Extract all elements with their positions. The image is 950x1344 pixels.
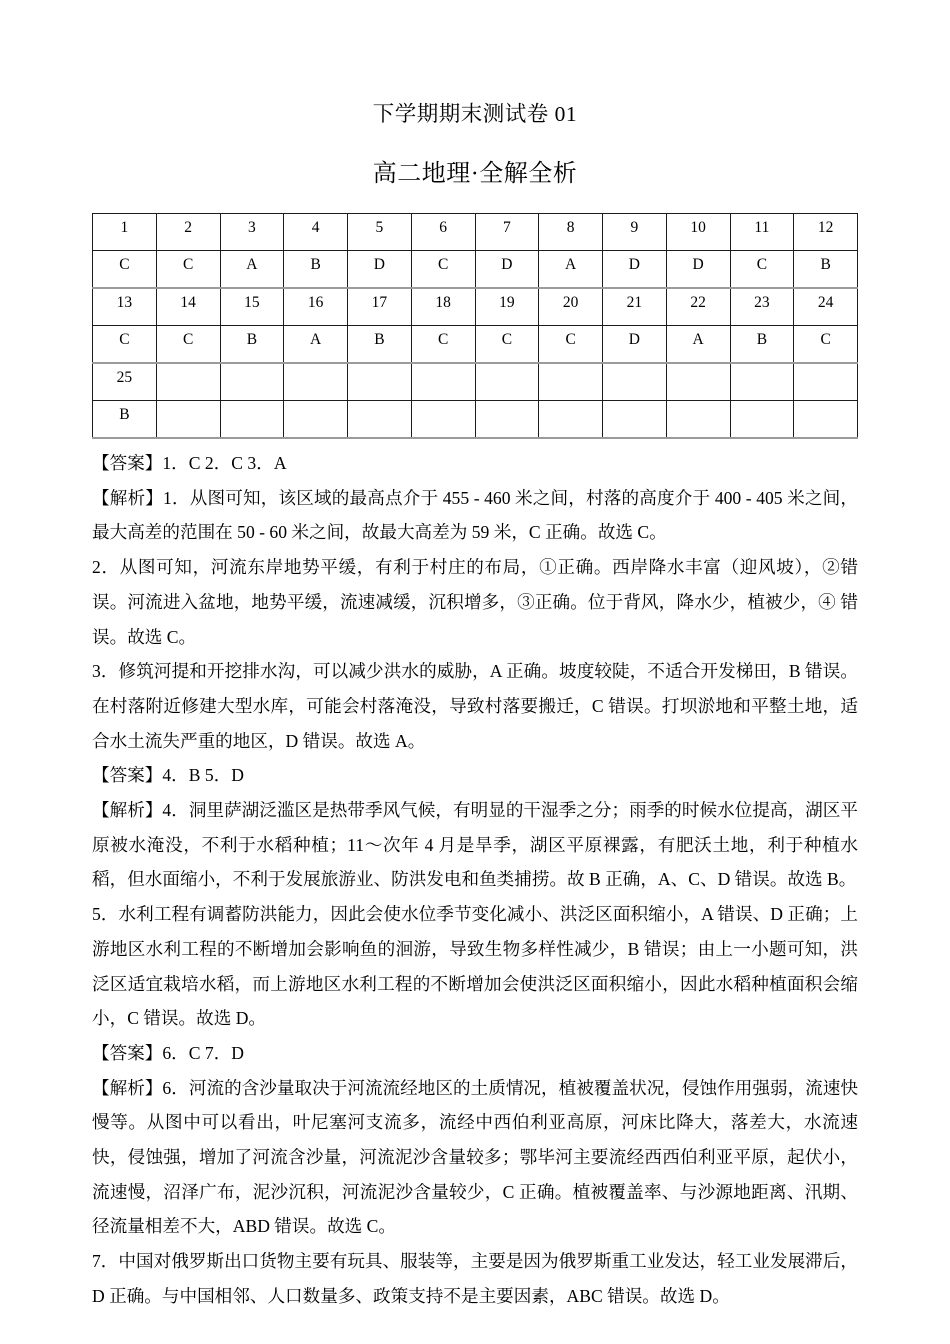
answer-cell: B (220, 326, 284, 364)
table-row (93, 214, 858, 251)
document-subtitle: 高二地理·全解全析 (372, 161, 578, 187)
question-number-cell: 16 (284, 288, 348, 326)
question-number-cell (284, 363, 348, 401)
explanation-paragraph: 【解析】1．从图可知，该区域的最高点介于 455 - 460 米之间，村落的高度介于 400 - 405 米之间，最大高差的范围在 50 - 60 米之间，故最大高差为 59 米，C 正确。故选 C。 (92, 487, 858, 543)
answer-cell: C (475, 326, 539, 364)
answer-cell: C (411, 326, 475, 364)
answer-cell (156, 401, 220, 439)
answer-cell: A (539, 251, 603, 289)
answer-cell: C (156, 251, 220, 289)
question-number-cell: 17 (348, 288, 412, 326)
answer-cell: C (93, 326, 157, 364)
answer-cell: C (411, 251, 475, 289)
explanation-body (92, 446, 858, 1314)
answer-cell: A (666, 326, 730, 364)
question-number-cell: 15 (220, 288, 284, 326)
question-number-cell: 6 (411, 214, 475, 251)
answer-cell (603, 401, 667, 439)
question-number-cell (603, 363, 667, 401)
answer-cell: B (93, 401, 157, 439)
question-number-cell: 22 (666, 288, 730, 326)
question-number-cell: 10 (666, 214, 730, 251)
answer-cell (348, 401, 412, 439)
answer-cell: B (348, 326, 412, 364)
question-number-cell (475, 363, 539, 401)
answer-cell: D (603, 251, 667, 289)
question-number-cell: 13 (93, 288, 157, 326)
question-number-cell: 24 (794, 288, 858, 326)
question-number-cell: 9 (603, 214, 667, 251)
explanation-paragraph: 2．从图可知，河流东岸地势平缓，有利于村庄的布局，①正确。西岸降水丰富（迎风坡），②错误。河流进入盆地，地势平缓，流速减缓，沉积增多，③正确。位于背风，降水少，植被少，④ 错误。故选 C。 (92, 557, 858, 647)
question-number-cell: 5 (348, 214, 412, 251)
explanation-paragraph: 【解析】6．河流的含沙量取决于河流流经地区的土质情况，植被覆盖状况，侵蚀作用强弱，流速快慢等。从图中可以看出，叶尼塞河支流多，流经中西伯利亚高原，河床比降大，落差大，水流速快，侵蚀强，增加了河流含沙量，河流泥沙含量较多；鄂毕河主要流经西西伯利亚平原，起伏小，流速慢，沼泽广布，泥沙沉积，河流泥沙含量较少，C 正确。植被覆盖率、与沙源地距离、汛期、径流量相差不大，ABD 错误。故选 C。 (92, 1077, 858, 1237)
answer-cell (284, 401, 348, 439)
answer-cell: C (539, 326, 603, 364)
answer-cell: A (220, 251, 284, 289)
answer-cell: C (730, 251, 794, 289)
question-number-cell: 19 (475, 288, 539, 326)
question-number-cell (794, 363, 858, 401)
answer-cell: B (284, 251, 348, 289)
answer-cell: C (156, 326, 220, 364)
answer-cell (475, 401, 539, 439)
answer-cell: D (603, 326, 667, 364)
document-title: 下学期期末测试卷 01 (372, 102, 578, 126)
answer-line: 【答案】6．C 7．D (92, 1042, 244, 1063)
question-number-cell: 3 (220, 214, 284, 251)
answer-cell (411, 401, 475, 439)
answer-cell: A (284, 326, 348, 364)
question-number-cell: 7 (475, 214, 539, 251)
table-row (93, 401, 858, 439)
question-number-cell: 23 (730, 288, 794, 326)
question-number-cell: 25 (93, 363, 157, 401)
answer-line: 【答案】1．C 2．C 3．A (92, 453, 287, 473)
question-number-cell (156, 363, 220, 401)
explanation-paragraph: 5．水利工程有调蓄防洪能力，因此会使水位季节变化减小、洪泛区面积缩小，A 错误、D 正确；上游地区水利工程的不断增加会影响鱼的洄游，导致生物多样性减少，B 错误；由上一小题可知，洪泛区适宜栽培水稻，而上游地区水利工程的不断增加会使洪泛区面积缩小，因此水稻种植面积会缩小，C 错误。故选 D。 (92, 904, 858, 1029)
question-number-cell (666, 363, 730, 401)
answer-key-table (92, 213, 858, 439)
answer-cell (666, 401, 730, 439)
question-number-cell: 8 (539, 214, 603, 251)
answer-line: 【答案】4．B 5．D (92, 765, 244, 786)
question-number-cell (730, 363, 794, 401)
question-number-cell: 14 (156, 288, 220, 326)
answer-cell (220, 401, 284, 439)
table-row (93, 251, 858, 289)
question-number-cell (539, 363, 603, 401)
question-number-cell: 4 (284, 214, 348, 251)
answer-cell: B (794, 251, 858, 289)
document-content (92, 99, 858, 1314)
explanation-paragraph: 7．中国对俄罗斯出口货物主要有玩具、服装等，主要是因为俄罗斯重工业发达，轻工业发展滞后，D 正确。与中国相邻、人口数量多、政策支持不是主要因素，ABC 错误。故选 D。 (92, 1251, 858, 1306)
answer-cell: B (730, 326, 794, 364)
question-number-cell (220, 363, 284, 401)
explanation-paragraph: 【解析】4．洞里萨湖泛滥区是热带季风气候，有明显的干湿季之分；雨季的时候水位提高，湖区平原被水淹没，不利于水稻种植；11～次年 4 月是旱季，湖区平原裸露，有肥沃土地，利于种植水稻，但水面缩小，不利于发展旅游业、防洪发电和鱼类捕捞。故 B 正确，A、C、D 错误。故选 B。 (92, 800, 858, 890)
answer-cell: D (348, 251, 412, 289)
answer-cell (730, 401, 794, 439)
table-row (93, 363, 858, 401)
question-number-cell: 11 (730, 214, 794, 251)
answer-cell (794, 401, 858, 439)
answer-cell: D (666, 251, 730, 289)
table-row (93, 326, 858, 364)
question-number-cell: 1 (93, 214, 157, 251)
question-number-cell: 2 (156, 214, 220, 251)
question-number-cell (411, 363, 475, 401)
table-row (93, 288, 858, 326)
answer-cell (539, 401, 603, 439)
answer-cell: D (475, 251, 539, 289)
question-number-cell: 20 (539, 288, 603, 326)
answer-cell: C (794, 326, 858, 364)
question-number-cell: 21 (603, 288, 667, 326)
question-number-cell: 18 (411, 288, 475, 326)
question-number-cell: 12 (794, 214, 858, 251)
answer-cell: C (93, 251, 157, 289)
question-number-cell (348, 363, 412, 401)
explanation-paragraph: 3．修筑河提和开挖排水沟，可以减少洪水的威胁，A 正确。坡度较陡，不适合开发梯田，B 错误。在村落附近修建大型水库，可能会村落淹没，导致村落要搬迁，C 错误。打坝淤地和平整土地，适合水土流失严重的地区，D 错误。故选 A。 (92, 661, 858, 751)
